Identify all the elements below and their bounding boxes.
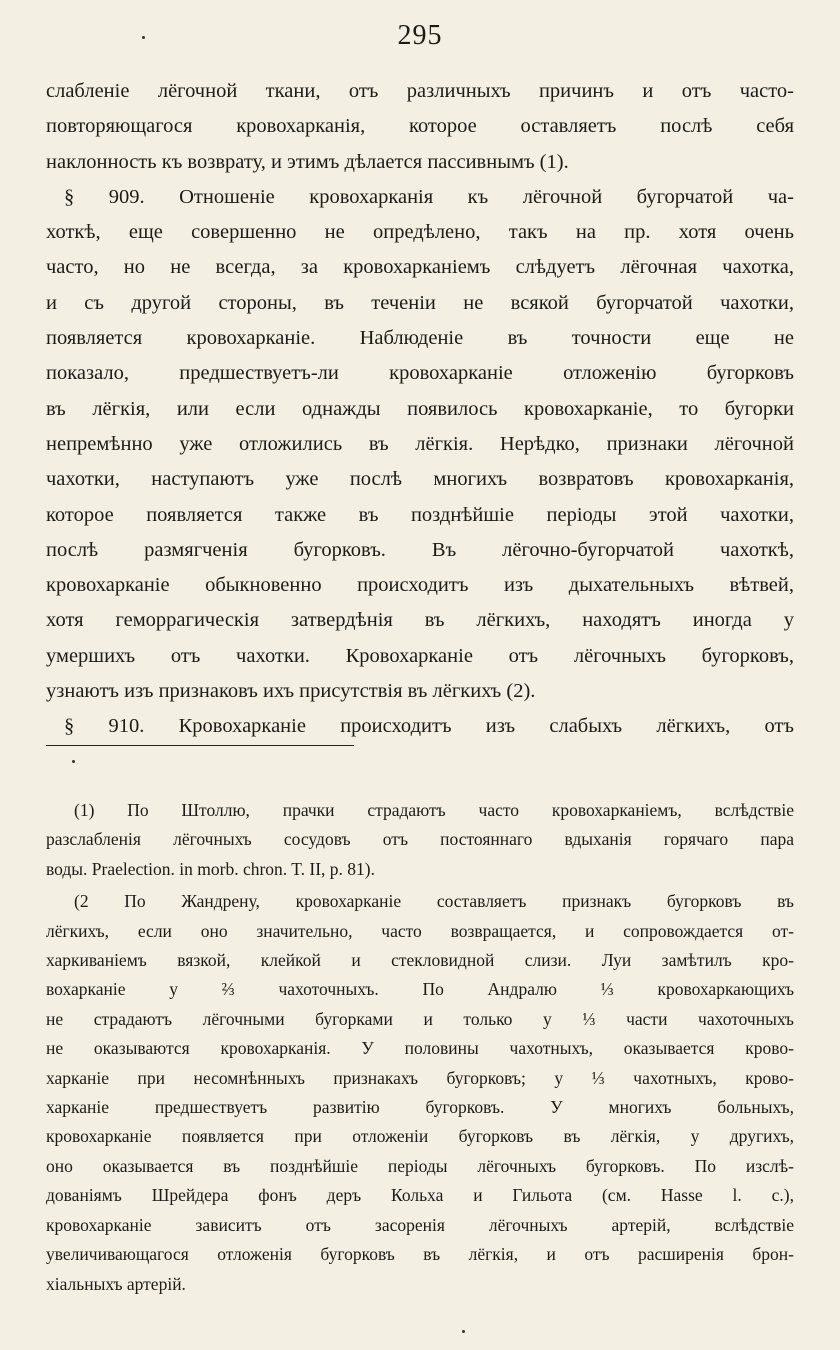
section-909-heading-line: § 909. Отношеніе кровохарканія къ лёгочной бугорчатой ча- [64,185,794,208]
text-line: въ лёгкія, или если однажды появилось кровохарканіе, то бугорки [46,397,794,420]
footnote-line: оно оказывается въ позднѣйшіе періоды лёгочныхъ бугорковъ. По изслѣ- [46,1155,794,1176]
text-line: повторяющагося кровохарканія, которое оставляетъ послѣ себя [46,115,794,138]
text-line: узнаютъ изъ признаковъ ихъ присутствія въ лёгкихъ (2). [46,680,536,703]
footnote-line: кровохарканіе зависитъ отъ засоренія лёгочныхъ артерій, вслѣдствіе [46,1214,794,1235]
footnote-line: лёгкихъ, если оно значительно, часто возвращается, и сопровождается от- [46,920,794,941]
footnote-divider [46,745,354,746]
footnote-line: харкиваніемъ вязкой, клейкой и стекловидной слизи. Луи замѣтилъ кро- [46,950,794,971]
footnote-line: (1) По Штоллю, прачки страдаютъ часто кровохарканіемъ, вслѣдствіе [74,800,794,820]
text-line: появляется кровохарканіе. Наблюденіе въ точности еще не [46,327,794,350]
footnote-line: дованіямъ Шрейдера фонъ деръ Кольха и Гильота (см. Hasse l. с.), [46,1185,794,1206]
footnote-1 [46,796,794,884]
page-number: 295 [397,20,443,51]
footnote-2 [46,887,794,1299]
ink-speck [142,36,145,39]
text-line: которое появляется также въ позднѣйшіе періоды этой чахотки, [46,503,794,526]
main-text [46,74,794,745]
footnote-line: не оказываются кровохарканія. У половины чахотныхъ, оказывается крово- [46,1038,794,1059]
text-line: непремѣнно уже отложились въ лёгкія. Нерѣдко, признаки лёгочной [46,432,794,455]
footnote-line: хіальныхъ артерій. [46,1273,186,1294]
footnotes [46,796,794,1299]
text-line: слабленіе лёгочной ткани, отъ различныхъ причинъ и отъ часто- [46,80,794,102]
text-line: хотя геморрагическія затвердѣнія въ лёгкихъ, находятъ иногда у [46,609,794,632]
footnote-line: (2 По Жандрену, кровохарканіе составляетъ признакъ бугорковъ въ [74,891,794,912]
text-line: наклонность къ возврату, и этимъ дѣлается пассивнымъ (1). [46,150,569,173]
footnote-line: харканіе при несомнѣнныхъ признакахъ бугорковъ; у ⅓ чахотныхъ, крово- [46,1067,794,1088]
text-line: послѣ размягченія бугорковъ. Въ лёгочно-бугорчатой чахоткѣ, [46,538,794,561]
ink-speck [72,760,75,763]
footnote-line: увеличивающагося отложенія бугорковъ въ лёгкія, и отъ расширенія брон- [46,1244,794,1265]
footnote-line: воды. Praelection. in morb. chron. T. II, p. 81). [46,858,375,879]
section-910-heading-line: § 910. Кровохарканіе происходитъ изъ слабыхъ лёгкихъ, отъ [64,715,794,738]
text-line: кровохарканіе обыкновенно происходитъ изъ дыхательныхъ вѣтвей, [46,574,794,597]
text-line: умершихъ отъ чахотки. Кровохарканіе отъ лёгочныхъ бугорковъ, [46,644,794,667]
text-line: показало, предшествуетъ-ли кровохарканіе отложенію бугорковъ [46,362,794,385]
text-line: часто, но не всегда, за кровохарканіемъ слѣдуетъ лёгочная чахотка, [46,256,794,279]
footnote-line: харканіе предшествуетъ развитію бугорковъ. У многихъ больныхъ, [46,1097,794,1118]
footnote-line: вохарканіе у ⅔ чахоточныхъ. По Андралю ⅓ кровохаркающихъ [46,979,794,1000]
text-line: и съ другой стороны, въ теченіи не всякой бугорчатой чахотки, [46,291,794,314]
footnote-line: не страдаютъ лёгочными бугорками и только у ⅓ части чахоточныхъ [46,1008,794,1029]
text-line: хоткѣ, еще совершенно не опредѣлено, такъ на пр. хотя очень [46,221,794,244]
ink-speck [462,1330,465,1333]
footnote-line: разслабленія лёгочныхъ сосудовъ отъ постояннаго вдыханія горячаго пара [46,829,794,850]
footnote-line: кровохарканіе появляется при отложеніи бугорковъ въ лёгкія, у другихъ, [46,1126,794,1147]
text-line: чахотки, наступаютъ уже послѣ многихъ возвратовъ кровохарканія, [46,468,794,491]
